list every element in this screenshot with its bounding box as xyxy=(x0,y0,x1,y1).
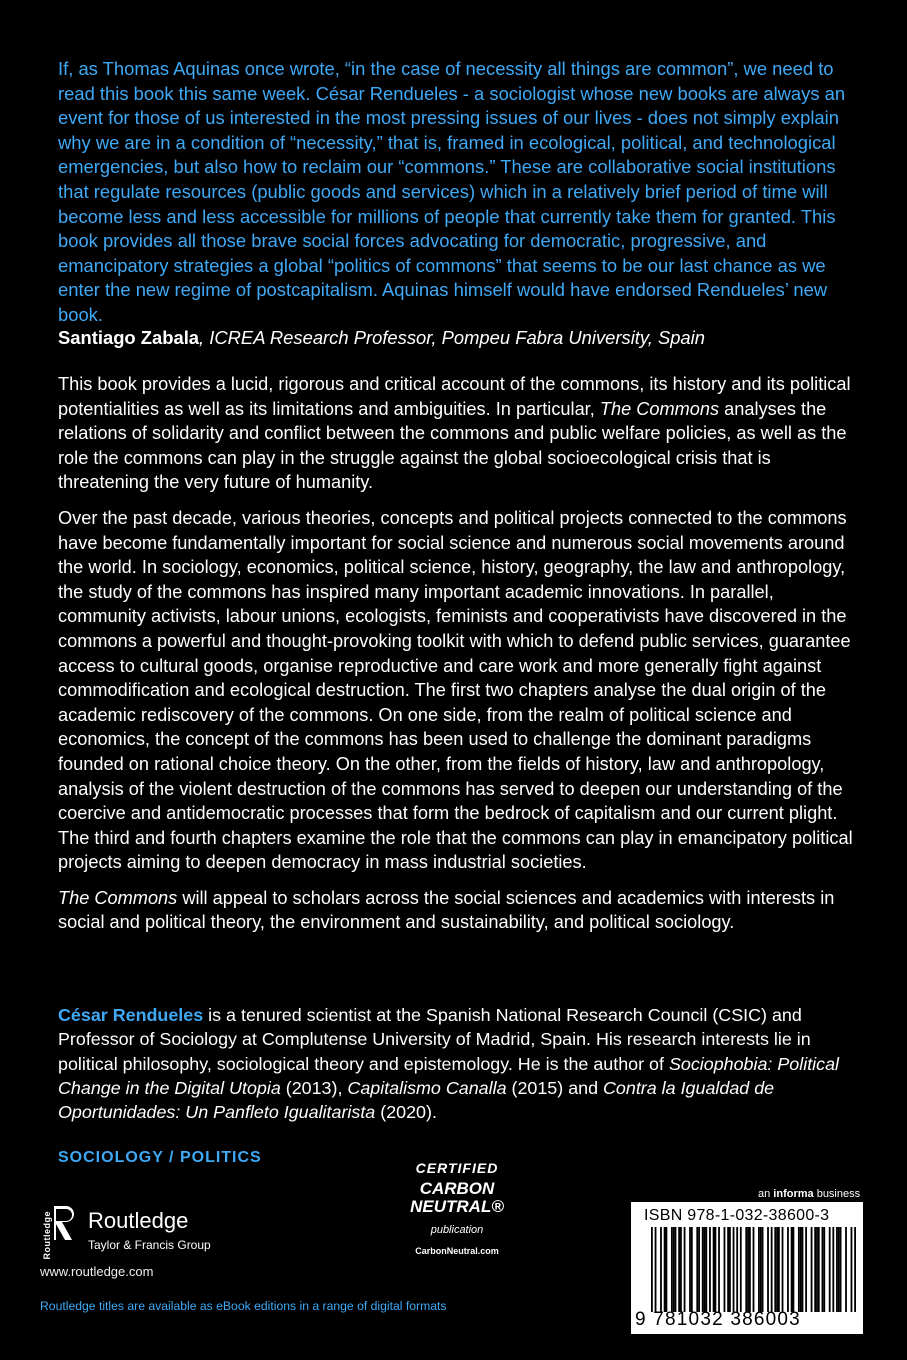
barcode-bar xyxy=(678,1227,680,1312)
barcode-bar xyxy=(816,1227,818,1312)
publisher-group: Taylor & Francis Group xyxy=(88,1238,211,1252)
description-paragraph-1: This book provides a lucid, rigorous and critical account of the commons, its history and its political potentialities as well as its limitations and ambiguities. In particular, The Commons analyses the relations of solidarity and conflict between the commons and public welfare policies, as well as the role the commons can play in the struggle against the global socioecological crisis that is threatening the very future of humanity. xyxy=(58,374,851,493)
barcode-bar xyxy=(829,1227,831,1312)
barcode-bar xyxy=(733,1227,735,1312)
barcode-bar xyxy=(753,1227,755,1312)
barcode-bar xyxy=(696,1227,698,1312)
barcode-bar xyxy=(774,1227,776,1312)
barcode-bar xyxy=(664,1227,666,1312)
barcode-bar xyxy=(747,1227,749,1312)
barcode-bar xyxy=(840,1227,842,1312)
barcode-bar xyxy=(776,1227,778,1312)
endorser-name: Santiago Zabala xyxy=(58,327,200,348)
barcode-bar xyxy=(727,1227,729,1312)
barcode-bar xyxy=(798,1227,800,1312)
subject-category: SOCIOLOGY / POLITICS xyxy=(58,1149,262,1166)
barcode-bar xyxy=(666,1227,668,1312)
carbon-neutral-logo: CARBON NEUTRAL® xyxy=(410,1179,504,1216)
endorsement-text: If, as Thomas Aquinas once wrote, “in the case of necessity all things are common”, we need to read this book this same week. César Rendueles - a sociologist whose new books are always an event for those of us interested in the most pressing issues of our lives - does not simply explain why we are in a condition of “necessity,” that is, framed in ecological, political, and technological emergencies, but also how to reclaim our “commons.” These are collaborative social institutions that regulate resources (public goods and services) which in a relatively brief period of time will become less and less accessible for millions of people that currently take them for granted. This book provides all those brave social forces advocating for democratic, progressive, and emancipatory strategies a global “politics of commons” that seems to be our last chance as we enter the new regime of postcapitalism. Aquinas himself would have endorsed Rendueles’ new book. xyxy=(58,58,846,325)
book-title: The Commons xyxy=(599,398,720,419)
book-title: The Commons xyxy=(58,887,178,908)
barcode-bar xyxy=(745,1227,747,1312)
barcode-bar xyxy=(718,1227,720,1312)
barcode-digits: 9 781032 386003 xyxy=(635,1309,801,1330)
book-description xyxy=(58,372,858,946)
publisher-website[interactable]: www.routledge.com xyxy=(40,1264,154,1279)
barcode-bar xyxy=(715,1227,717,1312)
carbon-neutral-badge xyxy=(392,1160,522,1280)
carbon-certified-label: CERTIFIED xyxy=(415,1160,499,1176)
barcode-bar xyxy=(791,1227,793,1312)
author-book: Contra la Igualdad de Oportunidades: Un Panfleto Igualitarista xyxy=(58,1077,775,1123)
barcode-bar xyxy=(705,1227,707,1312)
barcode-bar xyxy=(800,1227,802,1312)
author-book: Sociophobia: Political Change in the Digital Utopia xyxy=(58,1053,840,1098)
endorser-affiliation: , ICREA Research Professor, Pompeu Fabra University, Spain xyxy=(199,327,705,348)
barcode-bar xyxy=(762,1227,764,1312)
barcode-bar xyxy=(713,1227,715,1312)
isbn-barcode xyxy=(631,1202,863,1334)
barcode-bar xyxy=(660,1227,662,1312)
barcode-bar xyxy=(811,1227,813,1312)
barcode-bar xyxy=(771,1227,773,1312)
barcode-bar xyxy=(675,1227,677,1312)
barcode-bar xyxy=(673,1227,675,1312)
barcode-bar xyxy=(709,1227,711,1312)
barcode-bar xyxy=(814,1227,816,1312)
barcode-bar xyxy=(805,1227,807,1312)
barcode-bar xyxy=(680,1227,682,1312)
barcode-bar xyxy=(832,1227,834,1312)
barcode-bars xyxy=(651,1227,856,1312)
informa-business-label: an informa business xyxy=(758,1188,861,1200)
barcode-bar xyxy=(793,1227,795,1312)
barcode-bar xyxy=(689,1227,691,1312)
description-paragraph-2: Over the past decade, various theories, concepts and political projects connected to the commons have become fundamentally important for social science and numerous social movements around the world. In sociology, economics, political science, history, geography, the law and anthropology, the study of the commons has inspired many important academic innovations. In parallel, community activists, labour unions, ecologists, feminists and cooperativists have discovered in the commons a powerful and thought-provoking toolkit with which to defend public services, guarantee access to cultural goods, organise reproductive and care work and more generally fight against commodification and ecological destruction. The first two chapters analyse the dual origin of the academic rediscovery of the commons. On one side, from the realm of political science and economics, the concept of the commons has been used to challenge the dominant paradigms founded on rational choice theory. On the other, from the fields of history, law and anthropology, analysis of the violent destruction of the commons has served to deepen our understanding of the coercive and antidemocratic processes that form the bedrock of capitalism and our current plight. The third and fourth chapters examine the role that the commons can play in emancipatory political projects aiming to deepen democracy in mass industrial societies. xyxy=(58,507,853,873)
publisher-logo xyxy=(40,1203,240,1258)
barcode-bar xyxy=(691,1227,693,1312)
barcode-bar xyxy=(822,1227,824,1312)
barcode-bar xyxy=(749,1227,751,1312)
barcode-bar xyxy=(845,1227,847,1312)
barcode-bar xyxy=(758,1227,760,1312)
isbn-number: ISBN 978-1-032-38600-3 xyxy=(644,1207,830,1224)
description-paragraph-3: The Commons will appeal to scholars across the social sciences and academics with interests in social and political theory, the environment and sustainability, and political sociology. xyxy=(58,887,835,933)
barcode-bar xyxy=(651,1227,653,1312)
barcode-bar xyxy=(838,1227,840,1312)
barcode-bar xyxy=(823,1227,825,1312)
barcode-bar xyxy=(767,1227,769,1312)
author-book: Capitalismo Canalla xyxy=(347,1077,507,1098)
publisher-vertical-name: Routledge xyxy=(42,1211,52,1260)
barcode-bar xyxy=(736,1227,738,1312)
barcode-bar xyxy=(802,1227,804,1312)
author-bio: César Rendueles is a tenured scientist at the Spanish National Research Council (CSIC) and Professor of Sociology at Complutense University of Madrid, Spain. His research interests lie in political philosophy, sociological theory and epistemology. He is the author of Sociophobia: Political Change in the Digital Utopia (2013), Capitalismo Canalla (2015) and Contra la Igualdad de Oportunidades: Un Panfleto Igualitarista (2020). xyxy=(58,1005,840,1123)
carbon-publication-label: publication xyxy=(430,1224,484,1236)
barcode-bar xyxy=(698,1227,700,1312)
barcode-bar xyxy=(818,1227,820,1312)
endorsement-blurb xyxy=(58,57,858,328)
barcode-bar xyxy=(740,1227,742,1312)
barcode-bar xyxy=(854,1227,856,1312)
barcode-bar xyxy=(836,1227,838,1312)
barcode-bar xyxy=(724,1227,726,1312)
barcode-bar xyxy=(684,1227,686,1312)
publisher-name: Routledge xyxy=(88,1208,189,1233)
barcode-bar xyxy=(851,1227,853,1312)
endorsement-attribution xyxy=(58,326,858,350)
barcode-bar xyxy=(782,1227,784,1312)
barcode-bar xyxy=(702,1227,704,1312)
barcode-bar xyxy=(778,1227,780,1312)
author-name: César Rendueles xyxy=(58,1005,204,1025)
barcode-bar xyxy=(671,1227,673,1312)
barcode-bar xyxy=(704,1227,706,1312)
barcode-bar xyxy=(729,1227,731,1312)
barcode-bar xyxy=(760,1227,762,1312)
barcode-bar xyxy=(787,1227,789,1312)
ebook-formats-note: Routledge titles are available as eBook editions in a range of digital formats xyxy=(40,1299,447,1313)
carbon-url: CarbonNeutral.com xyxy=(415,1246,499,1256)
barcode-bar xyxy=(655,1227,657,1312)
